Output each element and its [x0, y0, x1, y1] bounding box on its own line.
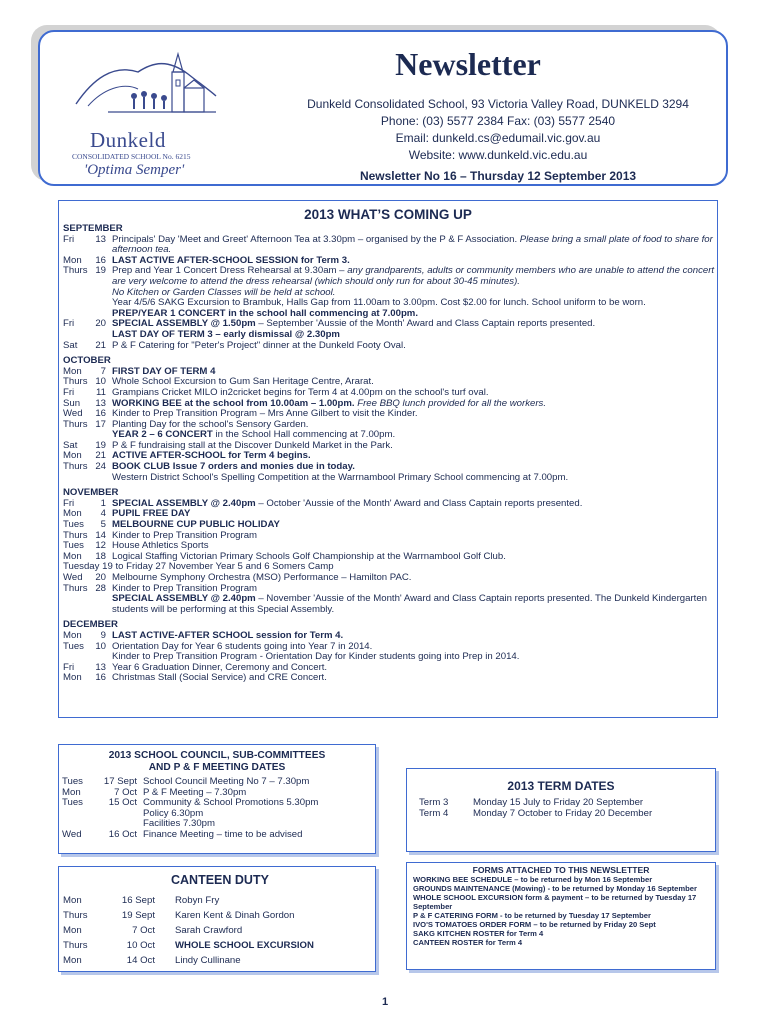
- meeting-row: Tues 15 Oct Community & School Promotions 5.30pm Policy 6.30pm Facilities 7.30pm: [62, 797, 319, 830]
- logo-motto: 'Optima Semper': [84, 162, 185, 178]
- month-heading-december: DECEMBER: [63, 619, 118, 631]
- meeting-row: Wed 16 Oct Finance Meeting – time to be advised: [62, 828, 303, 840]
- school-contact-details: [288, 96, 708, 185]
- form-item: WHOLE SCHOOL EXCURSION form & payment – to be returned by Tuesday 17 September: [413, 893, 697, 911]
- form-item: CANTEEN ROSTER for Term 4: [413, 938, 523, 947]
- school-address: Dunkeld Consolidated School, 93 Victoria Valley Road, DUNKELD 3294: [307, 97, 689, 111]
- newsletter-issue: Newsletter No 16 – Thursday 12 September 2013: [359, 169, 637, 183]
- month-heading-november: NOVEMBER: [63, 487, 119, 499]
- event-row: Mon 21 ACTIVE AFTER-SCHOOL for Term 4 begins.: [63, 450, 311, 462]
- event-row: Thurs 17 Planting Day for the school's Sensory Garden. YEAR 2 – 6 CONCERT in the School Hall commencing at 7.00pm.: [63, 418, 396, 441]
- event-row: Thurs 10 Whole School Excursion to Gum San Heritage Centre, Ararat.: [63, 376, 374, 388]
- event-row: Mon 4 PUPIL FREE DAY: [63, 508, 191, 520]
- school-logo: [68, 44, 218, 178]
- canteen-row: Thurs 10 Oct WHOLE SCHOOL EXCURSION: [63, 940, 314, 951]
- canteen-row: Thurs 19 Sept Karen Kent & Dinah Gordon: [63, 910, 295, 921]
- council-meetings-box: [58, 744, 376, 854]
- event-row: Mon 16 Christmas Stall (Social Service) and CRE Concert.: [63, 672, 327, 684]
- logo-subtitle: CONSOLIDATED SCHOOL No. 6215: [72, 152, 191, 161]
- term-dates-title: 2013 TERM DATES: [507, 779, 615, 793]
- form-item: GROUNDS MAINTENANCE (Mowing) - to be returned by Monday 16 September: [413, 884, 697, 893]
- term-row: Term 4 Monday 7 October to Friday 20 December: [419, 808, 653, 819]
- event-row: Thurs 14 Kinder to Prep Transition Program: [63, 529, 258, 541]
- council-meetings-title: 2013 SCHOOL COUNCIL, SUB-COMMITTEES AND P & F MEETING DATES: [108, 750, 326, 773]
- forms-attached-box: [406, 862, 716, 970]
- event-row: Thurs 28 Kinder to Prep Transition Program SPECIAL ASSEMBLY @ 2.40pm – November 'Aussie of the Month' Award and Class Captain reports presented. The Dunkeld Kindergarten students will be performing at this Special Assembly.: [63, 582, 707, 615]
- event-row: Mon 7 FIRST DAY OF TERM 4: [63, 365, 216, 377]
- events-list: [63, 224, 715, 684]
- form-item: P & F CATERING FORM - to be returned by Tuesday 17 September: [413, 911, 651, 920]
- term-row: Term 3 Monday 15 July to Friday 20 September: [419, 797, 644, 808]
- event-row: Fri 11 Grampians Cricket MILO in2cricket begins for Term 4 at 4.00pm on the school's turf oval.: [63, 386, 489, 398]
- church-hills-logo-icon: [68, 44, 218, 134]
- month-heading-october: OCTOBER: [63, 355, 111, 367]
- event-row: Fri 20 SPECIAL ASSEMBLY @ 1.50pm – September 'Aussie of the Month' Award and Class Captain reports presented. LAST DAY OF TERM 3 – early dismissal @ 2.30pm: [63, 318, 596, 340]
- event-row: Wed 20 Melbourne Symphony Orchestra (MSO) Performance – Hamilton PAC.: [63, 572, 412, 583]
- forms-list: [407, 875, 715, 947]
- header-box: [38, 30, 728, 186]
- canteen-row: Mon 14 Oct Lindy Cullinane: [63, 955, 241, 966]
- meeting-row: Tues 17 Sept School Council Meeting No 7 – 7.30pm: [62, 776, 310, 787]
- event-row: Tuesday 19 to Friday 27 November Year 5 and 6 Somers Camp: [63, 561, 334, 573]
- event-row: Thurs 19 Prep and Year 1 Concert Dress Rehearsal at 9.30am – any grandparents, adults or community members who are unable to attend the concert are very welcome to attend the dress rehearsal (which should only run for about 30-45 minutes). No Kitchen or Garden Classes will be held at school. Year 4/5/6 SAKG Excursion to Brambuk, Halls Gap from 11.00am to 3.00pm. Cost $2.00 for lunch. School uniform to be worn. PREP/YEAR 1 CONCERT in the school hall commencing at 7.00pm.: [63, 265, 715, 319]
- event-row: Mon 18 Logical Staffing Victorian Primary Schools Golf Championship at the Warrnambool Golf Club.: [63, 550, 506, 562]
- event-row: Mon 16 LAST ACTIVE AFTER-SCHOOL SESSION for Term 3.: [63, 254, 350, 266]
- school-email: Email: dunkeld.cs@edumail.vic.gov.au: [395, 131, 601, 145]
- event-row: Fri 13 Principals' Day 'Meet and Greet' Afternoon Tea at 3.30pm – organised by the P & F Association. Please bring a small plate of food to share for afternoon tea.: [63, 233, 713, 256]
- meeting-row: Mon 7 Oct P & F Meeting – 7.30pm: [62, 786, 247, 798]
- event-row: Wed 16 Kinder to Prep Transition Program – Mrs Anne Gilbert to visit the Kinder.: [63, 408, 418, 420]
- canteen-row: Mon 16 Sept Robyn Fry: [63, 895, 220, 906]
- forms-attached-title: FORMS ATTACHED TO THIS NEWSLETTER: [472, 865, 650, 875]
- school-website: Website: www.dunkeld.vic.edu.au: [408, 148, 588, 162]
- event-row: Tues 5 MELBOURNE CUP PUBLIC HOLIDAY: [63, 519, 280, 531]
- event-row: Tues 12 House Athletics Sports: [63, 540, 209, 552]
- whats-coming-up-box: [58, 200, 718, 718]
- logo-school-name: Dunkeld: [90, 128, 166, 152]
- newsletter-title: Newsletter: [395, 46, 541, 82]
- event-row: Tues 10 Orientation Day for Year 6 students going into Year 7 in 2014. Kinder to Prep Transition Program - Orientation Day for Kinder students going into Prep in 2014.: [63, 640, 520, 663]
- event-row: Sun 13 WORKING BEE at the school from 10.00am – 1.00pm. Free BBQ lunch provided for all the workers.: [63, 397, 547, 409]
- whats-coming-up-title: 2013 WHAT’S COMING UP: [304, 207, 472, 222]
- month-heading-september: SEPTEMBER: [63, 223, 123, 234]
- event-row: Mon 9 LAST ACTIVE-AFTER SCHOOL session for Term 4.: [63, 629, 344, 641]
- page-number: 1: [381, 996, 389, 1008]
- canteen-duty-title: CANTEEN DUTY: [171, 873, 269, 887]
- canteen-row: Mon 7 Oct Sarah Crawford: [63, 925, 243, 936]
- form-item: SAKG KITCHEN ROSTER for Term 4: [413, 929, 544, 938]
- term-dates-box: [406, 768, 716, 852]
- school-phone-fax: Phone: (03) 5577 2384 Fax: (03) 5577 2540: [380, 114, 616, 128]
- event-row: Fri 13 Year 6 Graduation Dinner, Ceremony and Concert.: [63, 661, 328, 673]
- event-row: Sat 21 P & F Catering for "Peter's Project" dinner at the Dunkeld Footy Oval.: [63, 339, 406, 351]
- form-item: WORKING BEE SCHEDULE – to be returned by Mon 16 September: [413, 875, 653, 884]
- event-row: Thurs 24 BOOK CLUB Issue 7 orders and monies due in today. Western District School's Spelling Competition at the Warrnambool Primary School commencing at 7.00pm.: [63, 461, 569, 483]
- form-item: IVO'S TOMATOES ORDER FORM – to be returned by Friday 20 Sept: [413, 920, 656, 929]
- canteen-duty-box: [58, 866, 376, 972]
- event-row: Fri 1 SPECIAL ASSEMBLY @ 2.40pm – October 'Aussie of the Month' Award and Class Captain reports presented.: [63, 497, 583, 509]
- event-row: Sat 19 P & F fundraising stall at the Discover Dunkeld Market in the Park.: [63, 439, 393, 451]
